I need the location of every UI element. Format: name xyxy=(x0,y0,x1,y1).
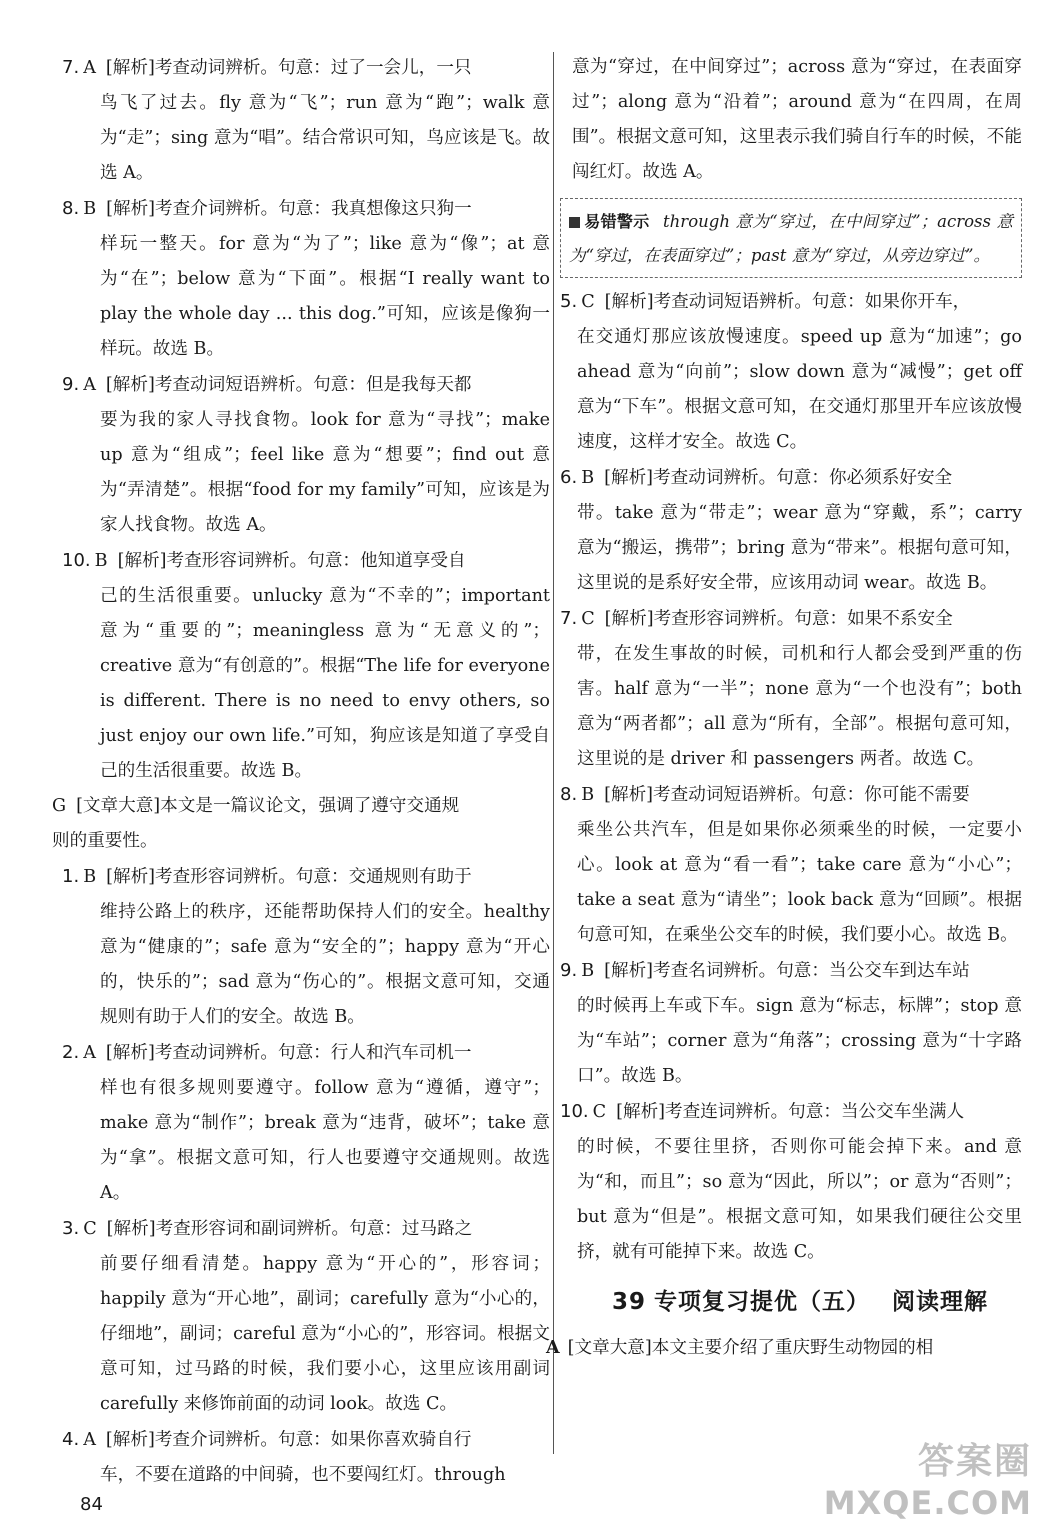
warning-label: 易错警示 xyxy=(584,212,650,231)
answer-item xyxy=(560,777,1022,953)
question-number: 2. xyxy=(62,1042,80,1063)
answer-letter: A xyxy=(83,58,96,78)
left-answer-list xyxy=(62,50,550,789)
warning-text: through 意为“穿过，在中间穿过”；across 意为“穿过，在表面穿过”；past 意为“穿过，从旁边穿过”。 xyxy=(569,212,1013,265)
answer-letter: B xyxy=(83,867,97,887)
answer-first-line xyxy=(62,1035,550,1071)
section-g-summary xyxy=(52,789,550,859)
answer-item xyxy=(62,1422,550,1493)
explanation-body: 鸟飞了过去。fly 意为“飞”；run 意为“跑”；walk 意为“走”；sing 意为“唱”。结合常识可知，鸟应该是飞。故选 A。 xyxy=(100,93,550,183)
answer-item xyxy=(560,284,1022,460)
watermark-line-2: MXQE.COM xyxy=(823,1484,1032,1522)
answer-first-line xyxy=(62,191,550,227)
answer-letter: B xyxy=(581,961,595,981)
answer-first-line xyxy=(62,50,550,86)
question-number: 8. xyxy=(62,198,80,219)
question-number: 1. xyxy=(62,866,80,887)
answer-letter: B xyxy=(581,785,595,805)
answer-letter: C xyxy=(581,292,595,312)
explanation-first-line: [解析]考查介词辨析。句意：我真想像这只狗一 xyxy=(106,199,472,219)
explanation-first-line: [解析]考查连词辨析。句意：当公交车坐满人 xyxy=(616,1102,965,1122)
explanation-first-line: [解析]考查名词辨析。句意：当公交车到达车站 xyxy=(604,961,970,981)
explanation-first-line: [解析]考查形容词辨析。句意：交通规则有助于 xyxy=(106,867,472,887)
explanation-first-line: [解析]考查动词短语辨析。句意：如果你开车， xyxy=(604,292,971,312)
question-number: 4. xyxy=(62,1429,80,1450)
question-number: 8. xyxy=(560,784,578,805)
answer-letter: B xyxy=(581,468,595,488)
page-number: 84 xyxy=(80,1494,103,1515)
answer-item xyxy=(560,1094,1022,1270)
left-column xyxy=(52,50,550,1493)
answer-first-line xyxy=(560,284,1022,320)
answer-letter: A xyxy=(83,1043,96,1063)
explanation-first-line: [解析]考查动词短语辨析。句意：但是我每天都 xyxy=(105,375,472,395)
explanation-first-line: [解析]考查动词辨析。句意：你必须系好安全 xyxy=(604,468,953,488)
article-summary-text: [文章大意]本文主要介绍了重庆野生动物园的相 xyxy=(567,1338,934,1358)
explanation-body: 带，在发生事故的时候，司机和行人都会受到严重的伤害。half 意为“一半”；none 意为“一个也没有”；both 意为“两者都”；all 意为“所有，全部”。根据句意可知，这里说的是 driver 和 passengers 两者。故选 C。 xyxy=(577,644,1022,769)
right-answer-list xyxy=(560,284,1022,1270)
answer-first-line xyxy=(560,777,1022,813)
article-letter: A xyxy=(546,1337,560,1358)
answer-letter: C xyxy=(581,609,595,629)
explanation-body: 己的生活很重要。unlucky 意为“不幸的”；important 意为“重要的”；meaningless 意为“无意义的”；creative 意为“有创意的”。根据“The life for everyone is different. There is no need to envy others, so just enjoy our own life.”可知，狗应该是知道了享受自己的生活很重要。故选 B。 xyxy=(100,586,550,781)
answer-first-line xyxy=(560,1094,1022,1130)
question-number: 7. xyxy=(560,608,578,629)
question-number: 9. xyxy=(62,374,80,395)
answer-first-line xyxy=(62,367,550,403)
explanation-body: 车，不要在道路的中间骑，也不要闯红灯。through xyxy=(100,1465,506,1485)
answer-item xyxy=(62,859,550,1035)
section-summary-first-line: [文章大意]本文是一篇议论文，强调了遵守交通规 xyxy=(76,796,460,816)
column-divider xyxy=(553,52,554,1454)
warning-square-icon xyxy=(569,217,580,228)
answer-letter: C xyxy=(592,1102,607,1122)
watermark-logo xyxy=(797,1440,1032,1530)
explanation-body: 样也有很多规则要遵守。follow 意为“遵循，遵守”；make 意为“制作”；break 意为“违背，破坏”；take 意为“拿”。根据文意可知，行人也要遵守交通规则。故选 A。 xyxy=(100,1078,550,1203)
answer-letter: A xyxy=(83,1430,96,1450)
question-number: 3. xyxy=(62,1218,80,1239)
explanation-first-line: [解析]考查介词辨析。句意：如果你喜欢骑自行 xyxy=(105,1430,472,1450)
answer-item xyxy=(62,367,550,543)
explanation-body: 前要仔细看清楚。happy 意为“开心的”，形容词；happily 意为“开心地”，副词；carefully 意为“小心的，仔细地”，副词；careful 意为“小心的”，形容词。根据文意可知，过马路的时候，我们要小心，这里应该用副词 carefully 来修饰前面的动词 look。故选 C。 xyxy=(100,1254,550,1414)
answer-item xyxy=(62,543,550,789)
explanation-first-line: [解析]考查形容词和副词辨析。句意：过马路之 xyxy=(106,1219,473,1239)
answer-first-line xyxy=(560,953,1022,989)
continued-answer xyxy=(560,50,1022,190)
question-number: 6. xyxy=(560,467,578,488)
answer-first-line xyxy=(560,601,1022,637)
question-number: 5. xyxy=(560,291,578,312)
explanation-first-line: [解析]考查形容词辨析。句意：他知道享受自 xyxy=(117,551,466,571)
answer-item xyxy=(62,1211,550,1422)
chapter-number: 39 xyxy=(612,1289,647,1315)
question-number: 10. xyxy=(560,1101,589,1122)
explanation-first-line: [解析]考查动词辨析。句意：行人和汽车司机一 xyxy=(105,1043,472,1063)
answer-item xyxy=(560,953,1022,1094)
answer-item xyxy=(560,601,1022,777)
question-number: 10. xyxy=(62,550,91,571)
answer-item xyxy=(62,191,550,367)
explanation-body: 在交通灯那应该放慢速度。speed up 意为“加速”；go ahead 意为“向前”；slow down 意为“减慢”；get off 意为“下车”。根据文意可知，在交通灯那里开车应该放慢速度，这样才安全。故选 C。 xyxy=(577,327,1022,452)
chapter-subtitle: 阅读理解 xyxy=(892,1289,989,1315)
section-letter: G xyxy=(52,796,67,816)
right-column xyxy=(546,50,1022,1366)
answer-first-line xyxy=(62,859,550,895)
explanation-first-line: [解析]考查动词辨析。句意：过了一会儿，一只 xyxy=(105,58,472,78)
explanation-body: 的时候，不要往里挤，否则你可能会掉下来。and 意为“和，而且”；so 意为“因此，所以”；or 意为“否则”；but 意为“但是”。根据文意可知，如果我们硬往公交里挤，就有可能掉下来。故选 C。 xyxy=(577,1137,1022,1262)
answer-item xyxy=(62,1035,550,1211)
question-number: 7. xyxy=(62,57,80,78)
chapter-title: 专项复习提优（五） xyxy=(654,1289,871,1315)
answer-first-line xyxy=(62,1422,550,1458)
answer-letter: C xyxy=(83,1219,97,1239)
answer-letter: B xyxy=(83,199,97,219)
answer-letter: B xyxy=(94,551,108,571)
article-a-summary xyxy=(546,1330,1022,1366)
explanation-body: 带。take 意为“带走”；wear 意为“穿戴，系”；carry 意为“搬运，携带”；bring 意为“带来”。根据句意可知，这里说的是系好安全带，应该用动词 wear。故选 B。 xyxy=(577,503,1022,593)
question-number: 9. xyxy=(560,960,578,981)
explanation-first-line: [解析]考查动词短语辨析。句意：你可能不需要 xyxy=(604,785,970,805)
chapter-heading xyxy=(560,1280,1022,1324)
explanation-body: 的时候再上车或下车。sign 意为“标志，标牌”；stop 意为“车站”；corner 意为“角落”；crossing 意为“十字路口”。故选 B。 xyxy=(577,996,1022,1086)
section-g-answer-list xyxy=(62,859,550,1493)
answer-letter: A xyxy=(83,375,96,395)
explanation-body: 样玩一整天。for 意为“为了”；like 意为“像”；at 意为“在”；below 意为“下面”。根据“I really want to play the whole day ... this dog.”可知，应该是像狗一样玩。故选 B。 xyxy=(100,234,550,359)
explanation-body: 乘坐公共汽车，但是如果你必须乘坐的时候，一定要小心。look at 意为“看一看”；take care 意为“小心”；take a seat 意为“请坐”；look back 意为“回顾”。根据句意可知，在乘坐公交车的时候，我们要小心。故选 B。 xyxy=(577,820,1022,945)
answer-first-line xyxy=(62,543,550,579)
answer-first-line xyxy=(62,1211,550,1247)
explanation-first-line: [解析]考查形容词辨析。句意：如果不系安全 xyxy=(604,609,953,629)
explanation-body: 要为我的家人寻找食物。look for 意为“寻找”；make up 意为“组成”；feel like 意为“想要”；find out 意为“弄清楚”。根据“food for my family”可知，应该是为家人找食物。故选 A。 xyxy=(100,410,550,535)
answer-first-line xyxy=(560,460,1022,496)
warning-box xyxy=(560,198,1022,278)
section-summary-body: 则的重要性。 xyxy=(52,831,158,851)
continued-answer-text: 意为“穿过，在中间穿过”；across 意为“穿过，在表面穿过”；along 意为“沿着”；around 意为“在四周，在周围”。根据文意可知，这里表示我们骑自行车的时候，不能闯红灯。故选 A。 xyxy=(572,57,1022,182)
answer-item xyxy=(62,50,550,191)
answer-item xyxy=(560,460,1022,601)
watermark-line-1: 答案圈 xyxy=(917,1441,1032,1482)
explanation-body: 维持公路上的秩序，还能帮助保持人们的安全。healthy 意为“健康的”；safe 意为“安全的”；happy 意为“开心的，快乐的”；sad 意为“伤心的”。根据文意可知，交通规则有助于人们的安全。故选 B。 xyxy=(100,902,550,1027)
